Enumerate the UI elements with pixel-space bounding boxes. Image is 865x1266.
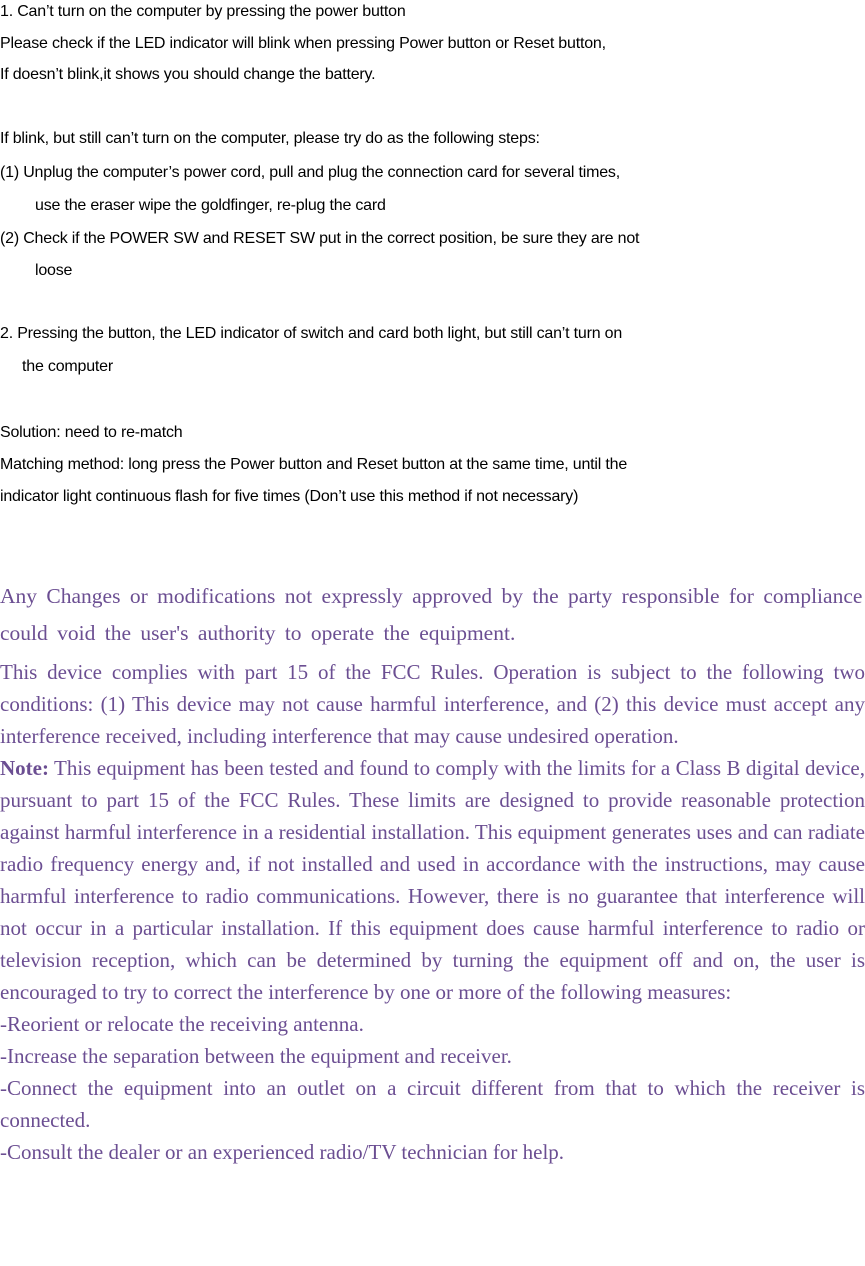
fcc-changes-warning: Any Changes or modifications not expressly approved by the party responsible for compliance could void the user's authority to operate the equipment. xyxy=(0,584,863,645)
solution-line: Solution: need to re-match xyxy=(0,424,183,441)
measure-item: -Consult the dealer or an experienced radio/TV technician for help. xyxy=(0,1140,565,1164)
step2-title-cont: the computer xyxy=(22,358,113,375)
fcc-statement xyxy=(0,578,865,1168)
step-item-2: (2) Check if the POWER SW and RESET SW put in the correct position, be sure they are not xyxy=(0,230,640,247)
step2-title: 2. Pressing the button, the LED indicator of switch and card both light, but still can’t turn on xyxy=(0,325,623,342)
fcc-note xyxy=(0,752,865,1008)
note-text: This equipment has been tested and found to comply with the limits for a Class B digital device, pursuant to part 15 of the FCC Rules. These limits are designed to provide reasonable protection against harmful interference in a residential installation. This equipment generates uses and can radiate radio frequency energy and, if not installed and used in accordance with the instructions, may cause harmful interference to radio communications. However, there is no guarantee that interference will not occur in a particular installation. If this equipment does cause harmful interference to radio or television reception, which can be determined by turning the equipment off and on, the user is encouraged to try to correct the interference by one or more of the following measures: xyxy=(0,756,865,1004)
step1-title: 1. Can’t turn on the computer by pressing the power button xyxy=(0,3,406,20)
step1-line1: Please check if the LED indicator will blink when pressing Power button or Reset button, xyxy=(0,35,606,52)
step1-line2: If doesn’t blink,it shows you should change the battery. xyxy=(0,66,376,83)
fcc-part15-compliance: This device complies with part 15 of the FCC Rules. Operation is subject to the following two conditions: (1) This device may not cause harmful interference, and (2) this device must accept any interference received, including interference that may cause undesired operation. xyxy=(0,660,865,748)
step-item-2-cont: loose xyxy=(35,262,73,279)
measure-item: -Connect the equipment into an outlet on a circuit different from that to which the receiver is connected. xyxy=(0,1076,865,1132)
blink-intro: If blink, but still can’t turn on the computer, please try do as the following steps: xyxy=(0,130,540,147)
note-label: Note: xyxy=(0,756,49,780)
measure-item: -Reorient or relocate the receiving antenna. xyxy=(0,1012,364,1036)
matching-method: Matching method: long press the Power button and Reset button at the same time, until the xyxy=(0,456,628,473)
step-item-1-cont: use the eraser wipe the goldfinger, re-plug the card xyxy=(35,197,386,214)
matching-method-cont: indicator light continuous flash for five times (Don’t use this method if not necessary) xyxy=(0,488,579,505)
measure-item: -Increase the separation between the equipment and receiver. xyxy=(0,1044,512,1068)
step-item-1: (1) Unplug the computer’s power cord, pull and plug the connection card for several times, xyxy=(0,164,620,181)
